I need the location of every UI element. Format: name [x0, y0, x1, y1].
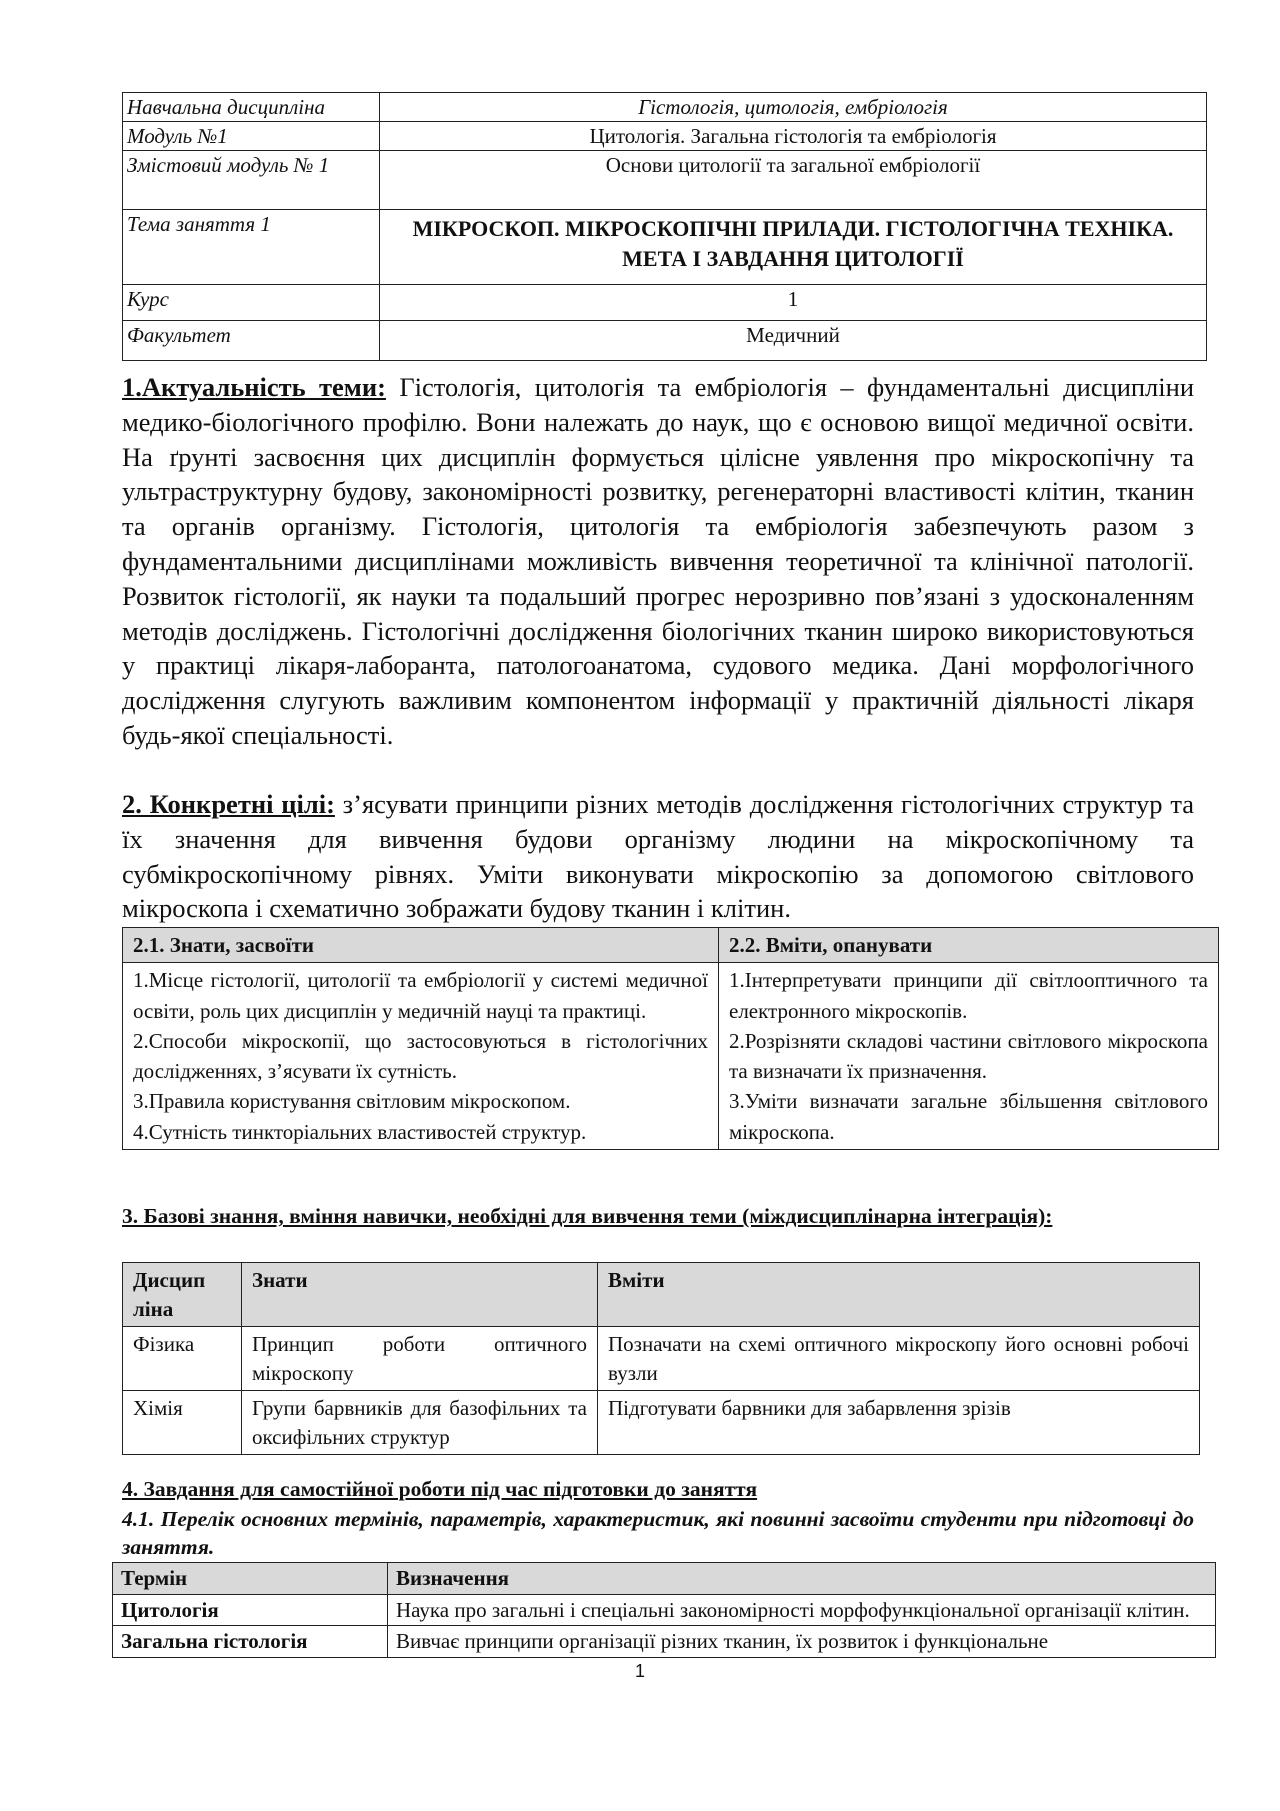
- know-item: 4.Сутність тинкторіальних властивостей структур.: [133, 1119, 587, 1144]
- can-column-header: Вміти: [598, 1263, 1200, 1327]
- table-row: [123, 1327, 1200, 1391]
- know-cell: Групи барвників для базофільних та оксифільних структур: [242, 1391, 598, 1455]
- terms-subheading: 4.1. Перелік основних термінів, параметрів, характеристик, які повинні засвоїти студенти при підготовці до заняття.: [122, 1507, 1194, 1559]
- content-module-label: Змістовий модуль № 1: [123, 151, 380, 210]
- goals-text: з’ясувати принципи різних методів дослідження гістологічних структур та їх значення для вивчення будови організму людини на мікроскопічному та субмікроскопічному рівнях. Уміти виконувати мікроскопію за допомогою світлового мікроскопа і схематично зображати будову тканин і клітин.: [122, 789, 1194, 924]
- know-column-header: Знати: [242, 1263, 598, 1327]
- relevance-text: Гістологія, цитологія та ембріологія – фундаментальні дисципліни медико-біологічного профілю. Вони належать до наук, що є основою вищої медичної освіти. На ґрунті засвоєння цих дисциплін формується цілісне уявлення про мікроскопічну та ультраструктурну будову, закономірності розвитку, регенераторні властивості клітин, тканин та органів організму. Гістологія, цитологія та ембріологія забезпечують разом з фундаментальними дисциплінами можливість вивчення теоретичної та клінічної патології. Розвиток гістології, як науки та подальший прогрес нерозривно пов’язані з удосконаленням методів досліджень. Гістологічні дослідження біологічних тканин широко використовуються у практиці лікаря-лаборанта, патологоанатома, судового медика. Дані морфологічного дослідження слугують важливим компонентом інформації у практичній діяльності лікаря будь-якої спеціальності.: [122, 372, 1195, 750]
- know-cell: [123, 963, 719, 1150]
- term-cell: Загальна гістологія: [113, 1626, 388, 1658]
- table-header-row: [113, 1563, 1216, 1595]
- self-study-heading: 4. Завдання для самостійної роботи під час підготовки до заняття: [122, 1477, 758, 1501]
- know-cell: Принцип роботи оптичного мікроскопу: [242, 1327, 598, 1391]
- terms-table: [112, 1562, 1216, 1658]
- definition-cell: Вивчає принципи організації різних тканин, їх розвиток і функціональне: [388, 1626, 1216, 1658]
- faculty-value: Медичний: [380, 321, 1207, 361]
- course-value: 1: [380, 285, 1207, 321]
- table-row: [123, 285, 1207, 321]
- goals-paragraph: [122, 787, 1194, 926]
- goals-table: [122, 927, 1219, 1150]
- table-row: [123, 963, 1219, 1150]
- module-label: Модуль №1: [123, 122, 380, 151]
- skill-item: 1.Інтерпретувати принципи дії світлооптичного та електронного мікроскопів.: [729, 968, 1208, 1023]
- discipline-label: Навчальна дисципліна: [123, 93, 380, 122]
- table-row: [123, 93, 1207, 122]
- page-number: 1: [634, 1661, 645, 1681]
- skills-column-header: 2.2. Вміти, опанувати: [719, 928, 1219, 963]
- table-row: [113, 1594, 1216, 1626]
- table-row: [123, 122, 1207, 151]
- course-label: Курс: [123, 285, 380, 321]
- integration-table: [122, 1262, 1200, 1455]
- table-row: [123, 321, 1207, 361]
- can-cell: Підготувати барвники для забарвлення зрізів: [598, 1391, 1200, 1455]
- discipline-value: Гістологія, цитологія, ембріологія: [380, 93, 1207, 122]
- table-header-row: [123, 928, 1219, 963]
- module-value: Цитологія. Загальна гістологія та ембріологія: [380, 122, 1207, 151]
- definition-column-header: Визначення: [388, 1563, 1216, 1595]
- discipline-column-header: Дисцип ліна: [123, 1263, 242, 1327]
- skills-cell: [719, 963, 1219, 1150]
- table-row: [123, 210, 1207, 285]
- relevance-paragraph: [122, 370, 1194, 753]
- definition-cell: Наука про загальні і спеціальні закономірності морфофункціональної організації клітин.: [388, 1594, 1216, 1626]
- discipline-cell: Хімія: [123, 1391, 242, 1455]
- content-module-value: Основи цитології та загальної ембріології: [380, 151, 1207, 210]
- topic-label: Тема заняття 1: [123, 210, 380, 285]
- topic-value: МІКРОСКОП. МІКРОСКОПІЧНІ ПРИЛАДИ. ГІСТОЛОГІЧНА ТЕХНІКА. МЕТА І ЗАВДАННЯ ЦИТОЛОГІЇ: [380, 210, 1207, 285]
- table-row: [113, 1626, 1216, 1658]
- table-row: [123, 1391, 1200, 1455]
- know-item: 1.Місце гістології, цитології та ембріології у системі медичної освіти, роль цих дисциплін у медичній науці та практиці.: [133, 968, 708, 1023]
- can-cell: Позначати на схемі оптичного мікроскопу його основні робочі вузли: [598, 1327, 1200, 1391]
- term-column-header: Термін: [113, 1563, 388, 1595]
- skill-item: 2.Розрізняти складові частини світлового мікроскопа та визначати їх призначення.: [729, 1028, 1208, 1084]
- discipline-cell: Фізика: [123, 1327, 242, 1391]
- know-item: 3.Правила користування світловим мікроскопом.: [133, 1089, 571, 1114]
- know-column-header: 2.1. Знати, засвоїти: [123, 928, 719, 963]
- relevance-heading: 1.Актуальність теми:: [122, 372, 386, 402]
- course-info-table: [122, 92, 1207, 361]
- skill-item: 3.Уміти визначати загальне збільшення світлового мікроскопа.: [729, 1089, 1208, 1144]
- faculty-label: Факультет: [123, 321, 380, 361]
- table-row: [123, 151, 1207, 210]
- basic-knowledge-heading: 3. Базові знання, вміння навички, необхідні для вивчення теми (міждисциплінарна інтеграція):: [122, 1204, 1053, 1228]
- goals-heading: 2. Конкретні цілі:: [122, 789, 335, 819]
- term-cell: Цитологія: [113, 1594, 388, 1626]
- know-item: 2.Способи мікроскопії, що застосовуються в гістологічних дослідженнях, з’ясувати їх сутність.: [133, 1028, 708, 1084]
- table-header-row: [123, 1263, 1200, 1327]
